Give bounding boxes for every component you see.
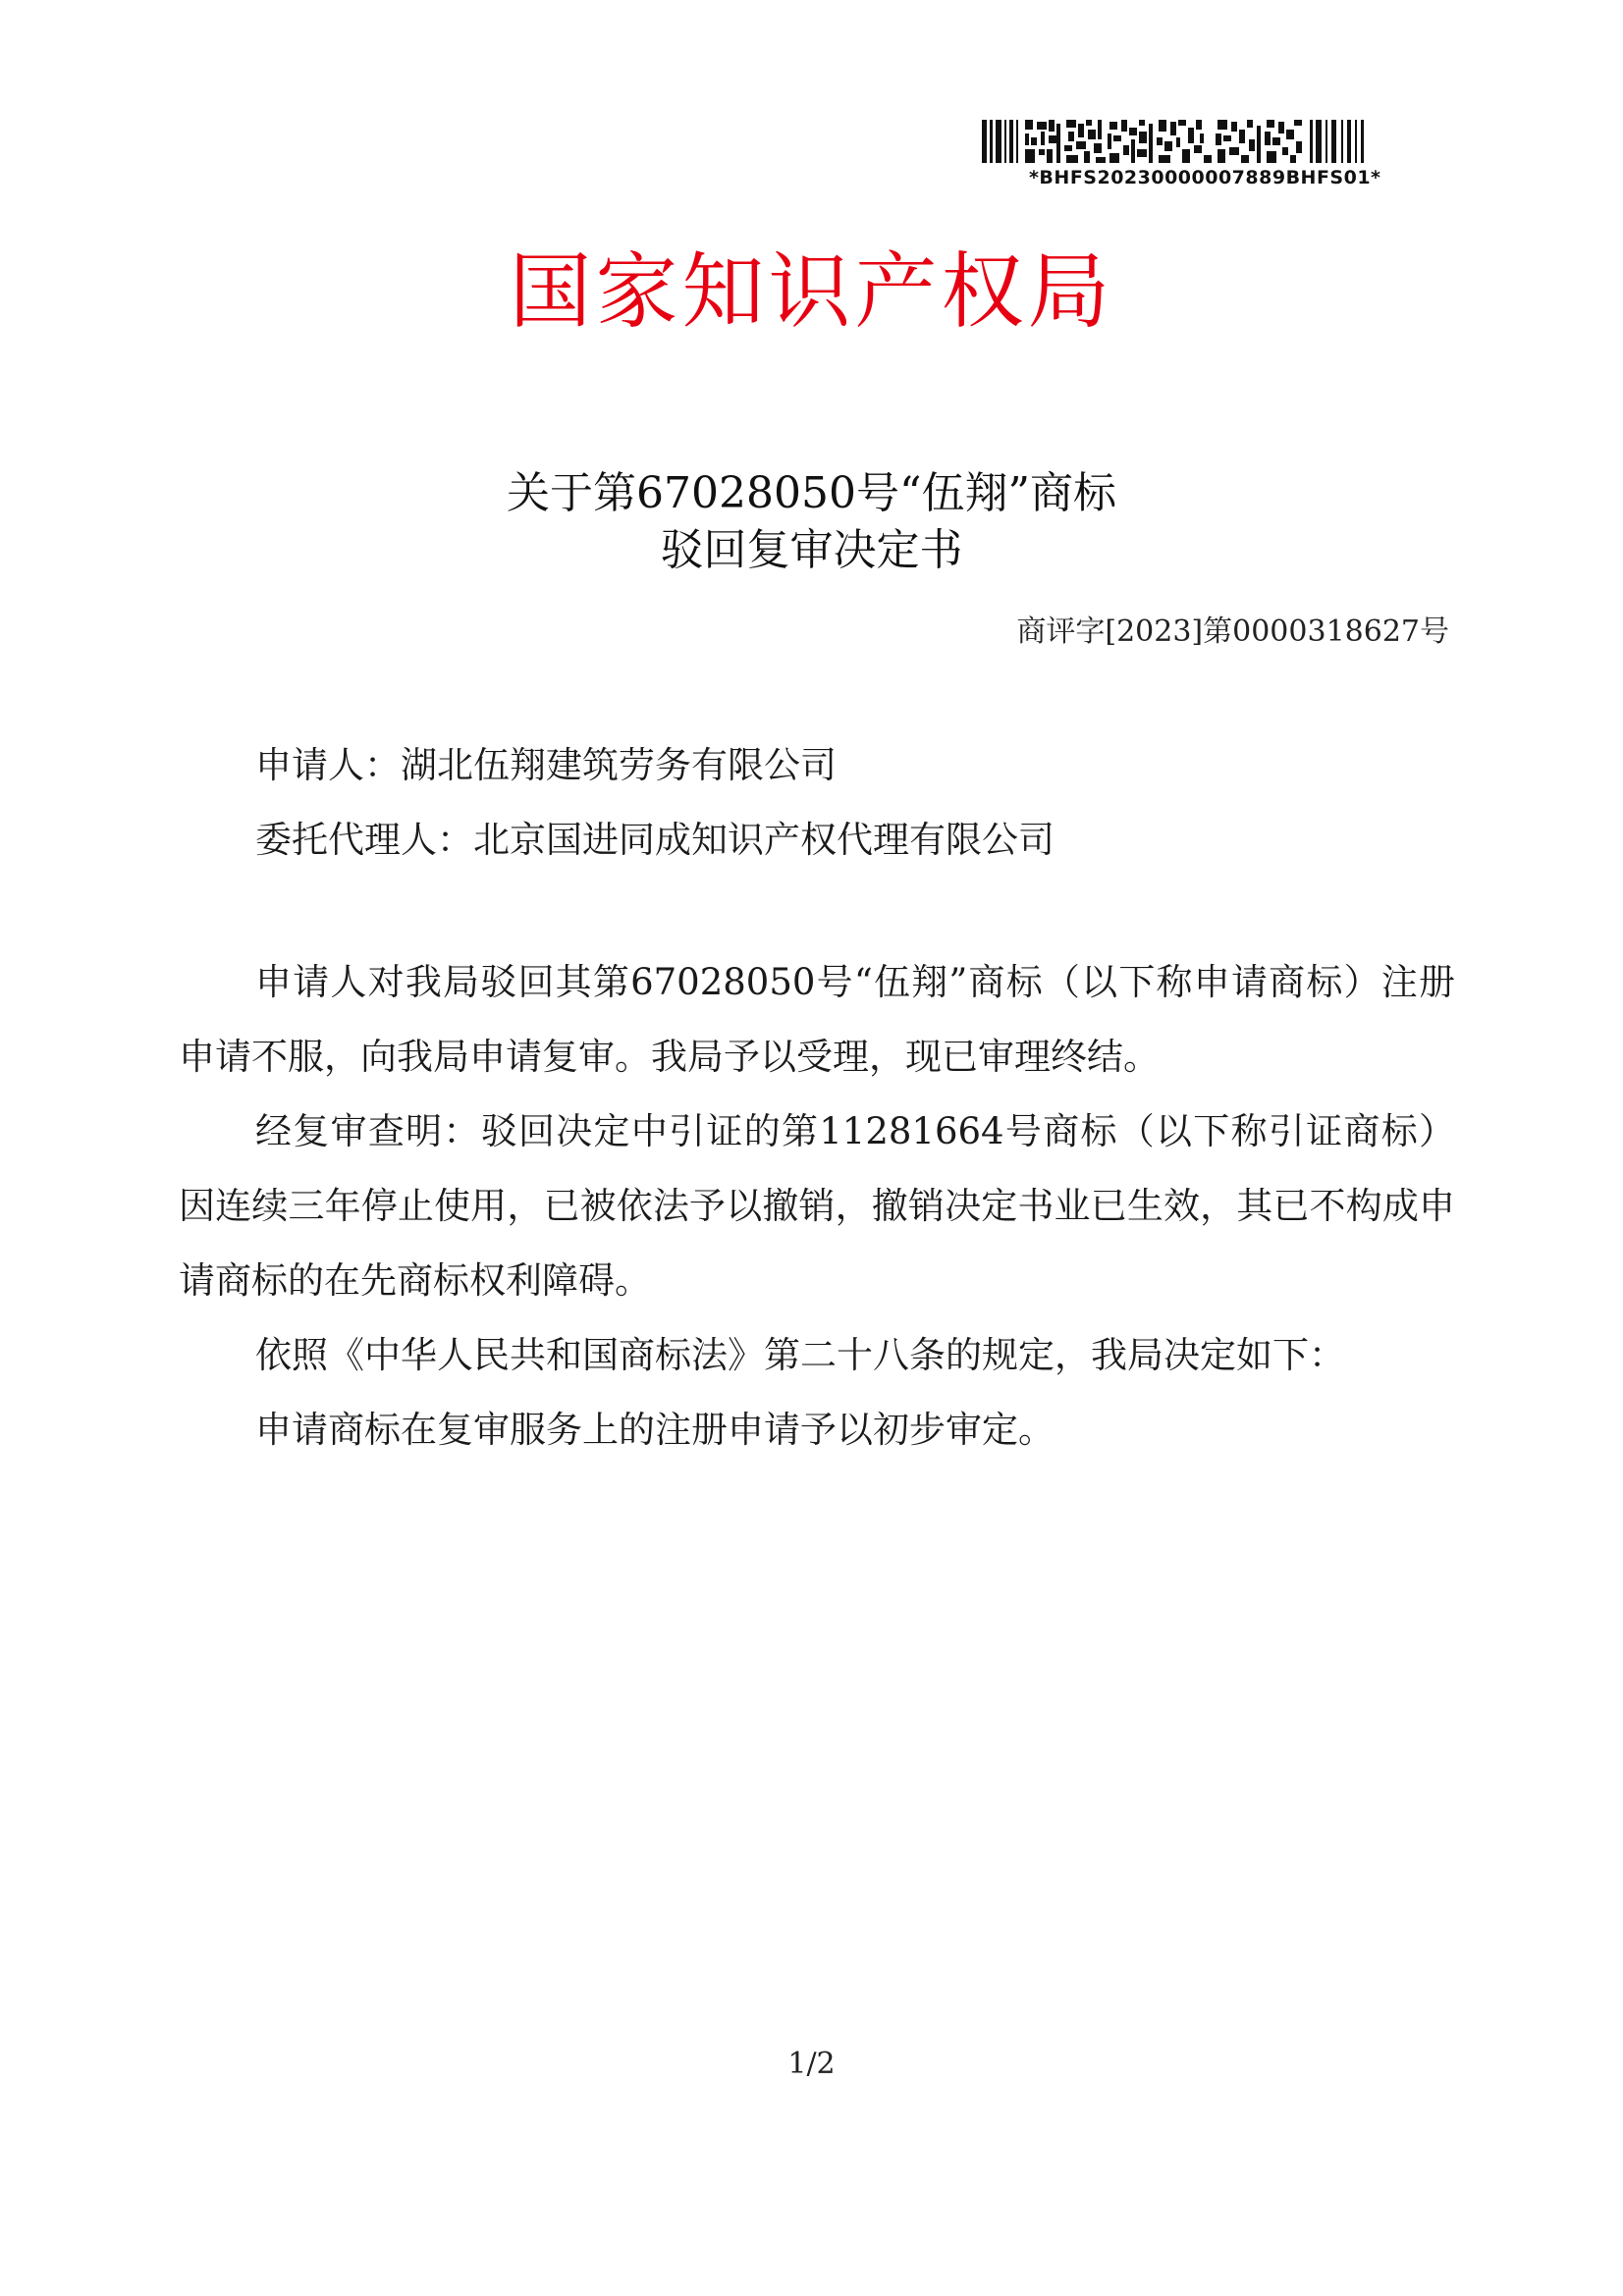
document-title bbox=[0, 465, 1623, 579]
agent-line: 委托代理人：北京国进同成知识产权代理有限公司 bbox=[255, 819, 1055, 861]
paragraph-findings: 经复审查明：驳回决定中引证的第11281664号商标（以下称引证商标）因连续三年停止使用，已被依法予以撤销，撤销决定书业已生效，其已不构成申请商标的在先商标权利障碍。 bbox=[179, 1110, 1455, 1302]
paragraph-legal-basis: 依照《中华人民共和国商标法》第二十八条的规定，我局决定如下： bbox=[255, 1334, 1345, 1376]
title-line-2: 驳回复审决定书 bbox=[660, 525, 963, 575]
paragraph-decision: 申请商标在复审服务上的注册申请予以初步审定。 bbox=[255, 1409, 1055, 1451]
barcode-number: *BHFS20230000007889BHFS01* bbox=[1029, 167, 1381, 188]
barcode-block bbox=[982, 120, 1394, 188]
barcode-image bbox=[982, 120, 1386, 163]
issuing-authority: 国家知识产权局 bbox=[509, 243, 1114, 340]
document-number: 商评字[2023]第0000318627号 bbox=[1016, 614, 1449, 649]
title-line-1: 关于第67028050号“伍翔”商标 bbox=[507, 468, 1116, 518]
applicant-line: 申请人：湖北伍翔建筑劳务有限公司 bbox=[255, 744, 837, 786]
parties-block bbox=[255, 728, 1055, 878]
paragraph-request: 申请人对我局驳回其第67028050号“伍翔”商标（以下称申请商标）注册申请不服，向我局申请复审。我局予以受理，现已审理终结。 bbox=[179, 961, 1455, 1078]
decision-body bbox=[179, 945, 1455, 1468]
page-number: 1/2 bbox=[787, 2047, 836, 2081]
